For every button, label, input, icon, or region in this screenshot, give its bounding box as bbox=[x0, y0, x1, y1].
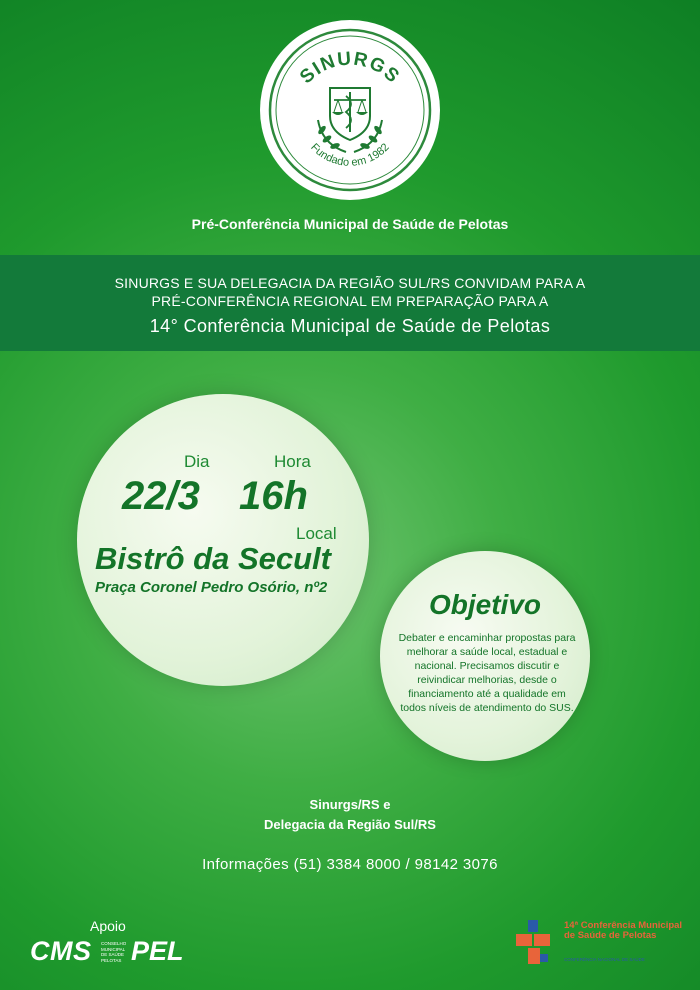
organizer-line-2: Delegacia da Região Sul/RS bbox=[264, 817, 436, 832]
venue-name: Bistrô da Secult bbox=[95, 541, 331, 576]
event-time: 16h bbox=[239, 474, 308, 518]
logo-name: SINURGS bbox=[296, 48, 404, 89]
support-label: Apoio bbox=[90, 918, 126, 934]
day-label: Dia bbox=[184, 452, 210, 471]
venue-label: Local bbox=[296, 524, 337, 543]
organizer-line-1: Sinurgs/RS e bbox=[309, 797, 391, 812]
pre-conference-subtitle: Pré-Conferência Municipal de Saúde de Pelotas bbox=[191, 216, 509, 232]
invitation-line-2: PRÉ-CONFERÊNCIA REGIONAL EM PREPARAÇÃO PARA A bbox=[151, 293, 549, 309]
cms-logo-text: CMS bbox=[30, 936, 92, 966]
logo-tagline: Fundado em 1982 bbox=[308, 141, 392, 169]
time-label: Hora bbox=[274, 452, 311, 471]
event-details-circle bbox=[77, 394, 369, 686]
pel-logo-text: PEL bbox=[131, 936, 184, 966]
conference-title: 14° Conferência Municipal de Saúde de Pelotas bbox=[149, 316, 551, 336]
contact-info: Informações (51) 3384 8000 / 98142 3076 bbox=[202, 856, 498, 873]
objective-circle bbox=[380, 551, 590, 761]
sinurgs-logo bbox=[260, 20, 440, 200]
invitation-line-1: SINURGS E SUA DELEGACIA DA REGIÃO SUL/RS CONVIDAM PARA A bbox=[114, 275, 586, 291]
conference-logo-icon bbox=[514, 918, 558, 968]
invitation-band bbox=[0, 255, 700, 351]
conference-logo-subtext: CONFERÊNCIA NACIONAL DE SAÚDE bbox=[564, 957, 645, 962]
objective-title: Objetivo bbox=[428, 589, 541, 620]
event-date: 22/3 bbox=[122, 474, 200, 518]
sinurgs-emblem bbox=[260, 20, 440, 200]
conference-logo-text: 14ª Conferência Municipal de Saúde de Pelotas bbox=[564, 920, 683, 941]
cms-logo-subtext: CONSELHO MUNICIPAL DE SAÚDE PELOTAS bbox=[101, 941, 127, 963]
objective-text: Debater e encaminhar propostas para melhorar a saúde local, estadual e nacional. Precisamos discutir e reivindicar melhorias, desde o financiamento até a qualidade em todos níveis de atendimento do SUS. bbox=[398, 632, 576, 714]
venue-address: Praça Coronel Pedro Osório, nº2 bbox=[95, 579, 328, 596]
